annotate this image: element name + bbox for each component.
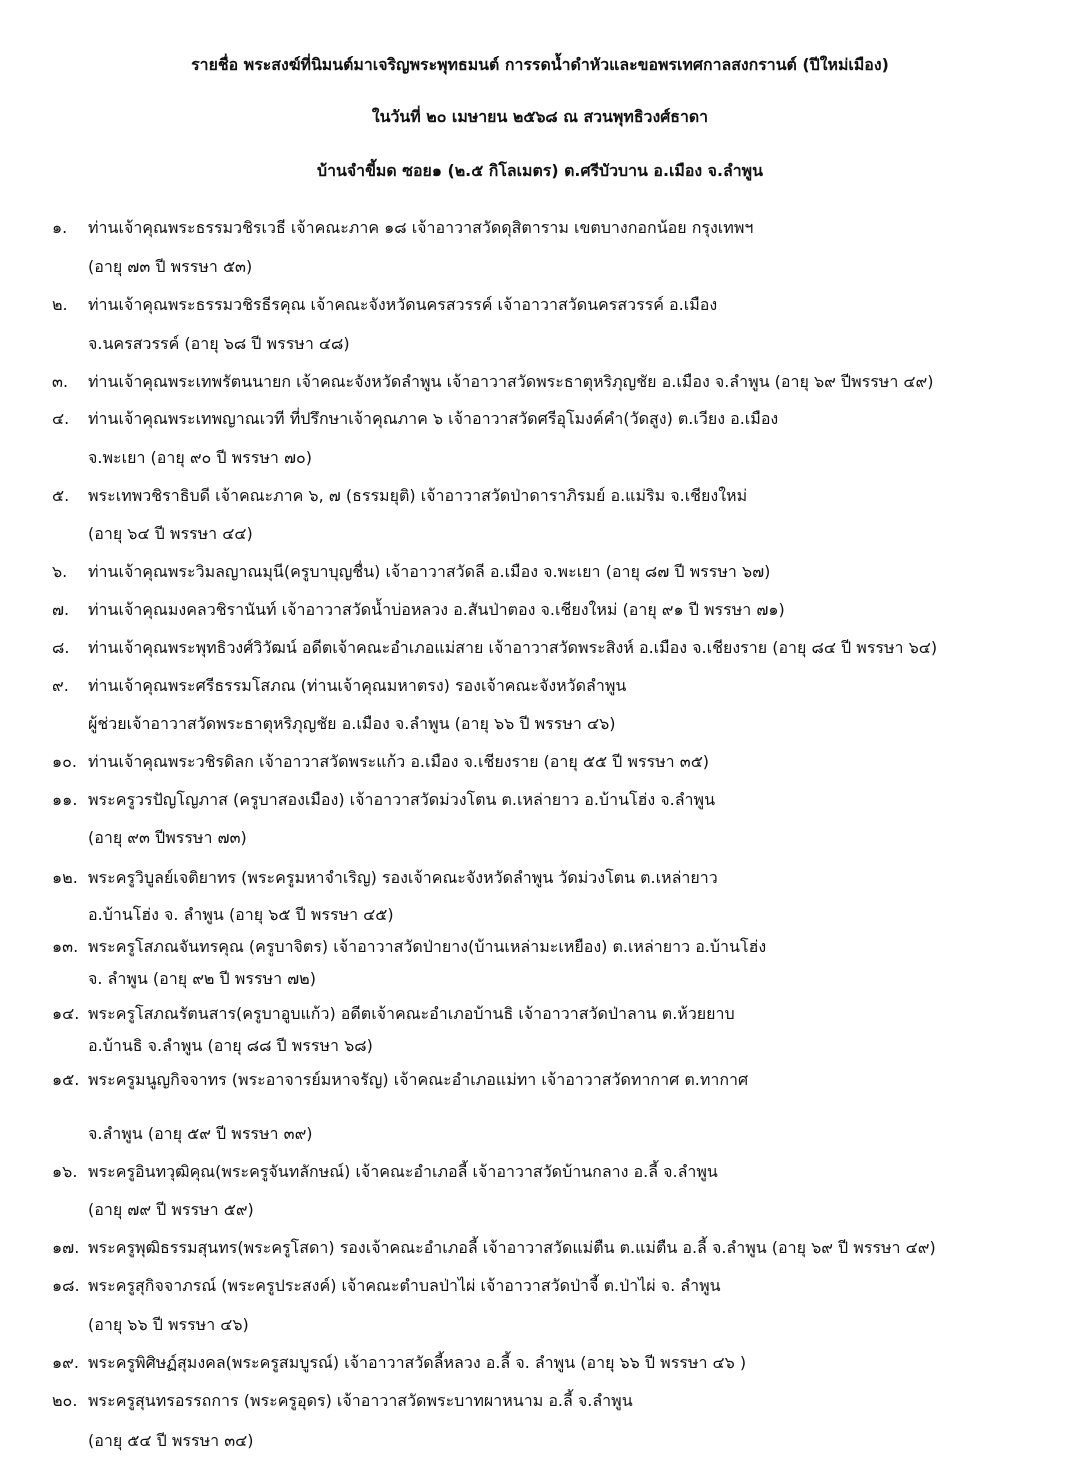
list-item-text: (อายุ ๖๔ ปี พรรษา ๔๔) xyxy=(88,524,253,543)
list-item-text: จ.พะเยา (อายุ ๙๐ ปี พรรษา ๗๐) xyxy=(88,448,313,467)
list-item-text: อ.บ้านธิ จ.ลำพูน (อายุ ๘๘ ปี พรรษา ๖๘) xyxy=(88,1036,373,1055)
list-item-text: ท่านเจ้าคุณพระเทพรัตนนายก เจ้าคณะจังหวัดลำพูน เจ้าอาวาสวัดพระธาตุหริภุญชัย อ.เมือง จ.ลำพูน (อายุ ๖๙ ปีพรรษา ๔๙) xyxy=(88,372,934,391)
list-item-text: (อายุ ๗๙ ปี พรรษา ๕๙) xyxy=(88,1200,254,1219)
list-item-number: ๑๑. xyxy=(52,790,78,809)
list-item-number: ๑๓. xyxy=(52,937,79,956)
list-item-number: ๑๕. xyxy=(52,1070,80,1089)
list-item-text: พระครูสุกิจจาภรณ์ (พระครูประสงค์) เจ้าคณะตำบลป่าไผ่ เจ้าอาวาสวัดป่าจี้ ต.ป่าไผ่ จ. ลำพูน xyxy=(88,1276,721,1295)
list-item-number: ๑. xyxy=(52,218,68,237)
list-item-text: จ.นครสวรรค์ (อายุ ๖๘ ปี พรรษา ๔๘) xyxy=(88,334,350,353)
list-item-number: ๑๙. xyxy=(52,1353,79,1372)
list-item-text: พระครูมนูญกิจจาทร (พระอาจารย์มหาจรัญ) เจ้าคณะอำเภอแม่ทา เจ้าอาวาสวัดทากาศ ต.ทากาศ xyxy=(88,1070,749,1089)
list-item-text: พระครูอินทวุฒิคุณ(พระครูจันทลักษณ์) เจ้าคณะอำเภอลี้ เจ้าอาวาสวัดบ้านกลาง อ.ลี้ จ.ลำพูน xyxy=(88,1162,718,1181)
list-item-text: ท่านเจ้าคุณพระธรรมวชิรธีรคุณ เจ้าคณะจังหวัดนครสวรรค์ เจ้าอาวาสวัดนครสวรรค์ อ.เมือง xyxy=(88,295,718,314)
list-item-text: อ.บ้านโฮ่ง จ. ลำพูน (อายุ ๖๕ ปี พรรษา ๔๕) xyxy=(88,905,394,924)
list-item-number: ๘. xyxy=(52,638,70,657)
list-item-text: พระครูวิบูลย์เจติยาทร (พระครูมหาจำเริญ) รองเจ้าคณะจังหวัดลำพูน วัดม่วงโตน ต.เหล่ายาว xyxy=(88,868,718,887)
list-item-number: ๖. xyxy=(52,562,68,581)
list-item-text: ท่านเจ้าคุณมงคลวชิรานันท์ เจ้าอาวาสวัดน้ำบ่อหลวง อ.สันป่าตอง จ.เชียงใหม่ (อายุ ๙๑ ปี พรรษา ๗๑) xyxy=(88,600,785,619)
list-item-text: ท่านเจ้าคุณพระศรีธรรมโสภณ (ท่านเจ้าคุณมหาตรง) รองเจ้าคณะจังหวัดลำพูน xyxy=(88,676,627,695)
list-item-text: พระครูพุฒิธรรมสุนทร(พระครูโสดา) รองเจ้าคณะอำเภอลี้ เจ้าอาวาสวัดแม่ตืน ต.แม่ตืน อ.ลี้ จ.ลำพูน (อายุ ๖๙ ปี พรรษา ๔๙) xyxy=(88,1238,936,1257)
list-item-text: พระครูวรปัญโญภาส (ครูบาสองเมือง) เจ้าอาวาสวัดม่วงโตน ต.เหล่ายาว อ.บ้านโฮ่ง จ.ลำพูน xyxy=(88,790,715,809)
list-item-number: ๒๐. xyxy=(52,1391,78,1410)
list-item-text: จ. ลำพูน (อายุ ๙๒ ปี พรรษา ๗๒) xyxy=(88,969,316,988)
list-item-text: ท่านเจ้าคุณพระวิมลญาณมุนี(ครูบาบุญชื่น) เจ้าอาวาสวัดลี อ.เมือง จ.พะเยา (อายุ ๘๗ ปี พรรษา ๖๗) xyxy=(88,562,771,581)
list-item-number: ๒. xyxy=(52,295,68,314)
list-item-text: พระครูพิศิษฏ์สุมงคล(พระครูสมบูรณ์) เจ้าอาวาสวัดลี้หลวง อ.ลี้ จ. ลำพูน (อายุ ๖๖ ปี พรรษา ๔๖ ) xyxy=(88,1353,747,1372)
list-item-number: ๗. xyxy=(52,600,70,619)
list-item-text: พระครูสุนทรอรรถการ (พระครูอุดร) เจ้าอาวาสวัดพระบาทผาหนาม อ.ลี้ จ.ลำพูน xyxy=(88,1391,633,1410)
list-item-text: (อายุ ๕๔ ปี พรรษา ๓๔) xyxy=(88,1431,254,1450)
list-item-text: ท่านเจ้าคุณพระเทพญาณเวที ที่ปรึกษาเจ้าคุณภาค ๖ เจ้าอาวาสวัดศรีอุโมงค์คำ(วัดสูง) ต.เวียง อ.เมือง xyxy=(88,409,779,428)
list-item-number: ๑๔. xyxy=(52,1004,80,1023)
list-item-number: ๔. xyxy=(52,409,70,428)
document-title: รายชื่อ พระสงฆ์ที่นิมนต์มาเจริญพระพุทธมนต์ การรดน้ำดำหัวและขอพรเทศกาลสงกรานต์ (ปีใหม่เมือง) xyxy=(191,55,889,74)
list-item-text: จ.ลำพูน (อายุ ๕๙ ปี พรรษา ๓๙) xyxy=(88,1124,313,1143)
list-item-text: (อายุ ๙๓ ปีพรรษา ๗๓) xyxy=(88,828,247,847)
list-item-number: ๑๖. xyxy=(52,1162,78,1181)
event-address: บ้านจำขี้มด ซอย๑ (๒.๕ กิโลเมตร) ต.ศรีบัวบาน อ.เมือง จ.ลำพูน xyxy=(317,161,763,180)
list-item-text: พระเทพวชิราธิบดี เจ้าคณะภาค ๖, ๗ (ธรรมยุติ) เจ้าอาวาสวัดป่าดาราภิรมย์ อ.แม่ริม จ.เชียงใหม่ xyxy=(88,486,748,505)
list-item-number: ๑๘. xyxy=(52,1276,80,1295)
list-item-text: พระครูโสภณรัตนสาร(ครูบาอูบแก้ว) อดีตเจ้าคณะอำเภอบ้านธิ เจ้าอาวาสวัดป่าลาน ต.ห้วยยาบ xyxy=(88,1004,735,1023)
list-item-text: (อายุ ๗๓ ปี พรรษา ๕๓) xyxy=(88,257,253,276)
list-item-number: ๑๗. xyxy=(52,1238,80,1257)
list-item-text: (อายุ ๖๖ ปี พรรษา ๔๖) xyxy=(88,1315,249,1334)
list-item-text: ท่านเจ้าคุณพระธรรมวชิรเวธี เจ้าคณะภาค ๑๘ เจ้าอาวาสวัดดุสิตาราม เขตบางกอกน้อย กรุงเทพฯ xyxy=(88,218,754,237)
list-item-number: ๓. xyxy=(52,372,69,391)
list-item-text: ท่านเจ้าคุณพระพุทธิวงศ์วิวัฒน์ อดีตเจ้าคณะอำเภอแม่สาย เจ้าอาวาสวัดพระสิงห์ อ.เมือง จ.เชียงราย (อายุ ๘๔ ปี พรรษา ๖๔) xyxy=(88,638,938,657)
list-item-number: ๕. xyxy=(52,486,70,505)
list-item-number: ๑๒. xyxy=(52,868,78,887)
list-item-text: ผู้ช่วยเจ้าอาวาสวัดพระธาตุหริภุญชัย อ.เมือง จ.ลำพูน (อายุ ๖๖ ปี พรรษา ๔๖) xyxy=(88,714,616,733)
list-item-number: ๑๐. xyxy=(52,752,78,771)
list-item-text: ท่านเจ้าคุณพระวชิรดิลก เจ้าอาวาสวัดพระแก้ว อ.เมือง จ.เชียงราย (อายุ ๕๕ ปี พรรษา ๓๕) xyxy=(88,752,710,771)
list-item-text: พระครูโสภณจันทรคุณ (ครูบาจิตร) เจ้าอาวาสวัดป่ายาง(บ้านเหล่ามะเหยือง) ต.เหล่ายาว อ.บ้านโฮ่ง xyxy=(88,937,767,956)
event-date-location: ในวันที่ ๒๐ เมษายน ๒๕๖๘ ณ สวนพุทธิวงศ์ธาดา xyxy=(371,107,709,126)
list-item-number: ๙. xyxy=(52,676,69,695)
